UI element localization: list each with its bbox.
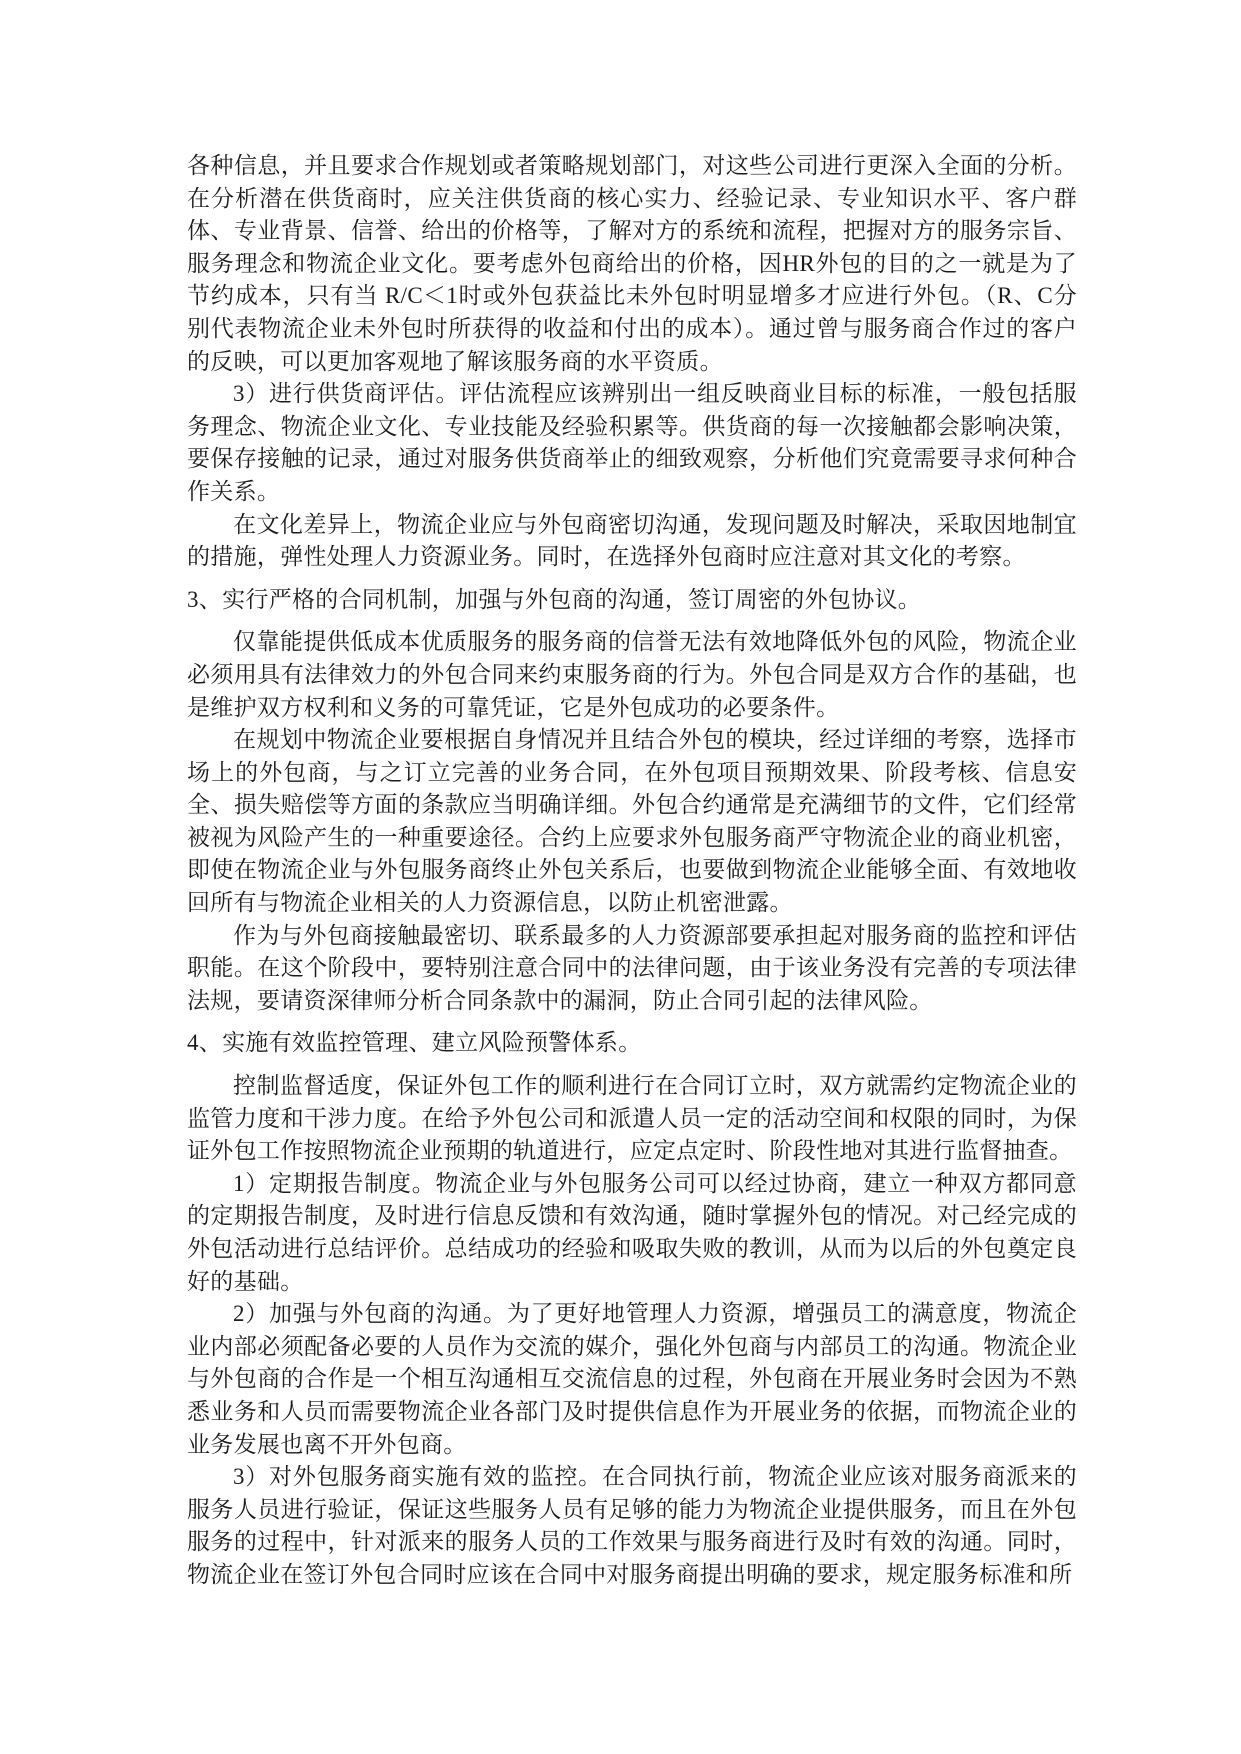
paragraph: 2）加强与外包商的沟通。为了更好地管理人力资源，增强员工的满意度，物流企业内部必须配备必要的人员作为交流的媒介，强化外包商与内部员工的沟通。物流企业与外包商的合作是一个相互沟通相互交流信息的过程，外包商在开展业务时会因为不熟悉业务和人员而需要物流企业各部门及时提供信息作为开展业务的依据，而物流企业的业务发展也离不开外包商。 xyxy=(187,1301,1077,1457)
paragraph: 3）进行供货商评估。评估流程应该辨别出一组反映商业目标的标准，一般包括服务理念、物流企业文化、专业技能及经验积累等。供货商的每一次接触都会影响决策，要保存接触的记录，通过对服务供货商举止的细致观察，分析他们究竟需要寻求何种合作关系。 xyxy=(187,381,1077,504)
paragraph: 各种信息，并且要求合作规划或者策略规划部门，对这些公司进行更深入全面的分析。在分析潜在供货商时，应关注供货商的核心实力、经验记录、专业知识水平、客户群体、专业背景、信誉、给出的价格等，了解对方的系统和流程，把握对方的服务宗旨、服务理念和物流企业文化。要考虑外包商给出的价格，因HR外包的目的之一就是为了节约成本，只有当 R/C＜1时或外包获益比未外包时明显增多才应进行外包。（R、C分别代表物流企业未外包时所获得的收益和付出的成本）。通过曾与服务商合作过的客户的反映，可以更加客观地了解该服务商的水平资质。 xyxy=(187,153,1077,374)
paragraph: 作为与外包商接触最密切、联系最多的人力资源部要承担起对服务商的监控和评估职能。在这个阶段中，要特别注意合同中的法律问题，由于该业务没有完善的专项法律法规，要请资深律师分析合同条款中的漏洞，防止合同引起的法律风险。 xyxy=(187,922,1077,1013)
paragraph: 控制监督适度，保证外包工作的顺利进行在合同订立时，双方就需约定物流企业的监管力度和干涉力度。在给予外包公司和派遣人员一定的活动空间和权限的同时，为保证外包工作按照物流企业预期的轨道进行，应定点定时、阶段性地对其进行监督抽查。 xyxy=(187,1073,1077,1164)
section-heading: 3、实行严格的合同机制，加强与外包商的沟通，签订周密的外包协议。 xyxy=(187,586,922,612)
paragraph: 3）对外包服务商实施有效的监控。在合同执行前，物流企业应该对服务商派来的服务人员进行验证，保证这些服务人员有足够的能力为物流企业提供服务，而且在外包服务的过程中，针对派来的服务人员的工作效果与服务商进行及时有效的沟通。同时，物流企业在签订外包合同时应该在合同中对服务商提出明确的要求，规定服务标准和所 xyxy=(187,1464,1077,1587)
section-heading: 4、实施有效监控管理、建立风险预警体系。 xyxy=(187,1030,642,1056)
document-body xyxy=(187,150,1077,1592)
paragraph: 1）定期报告制度。物流企业与外包服务公司可以经过协商，建立一种双方都同意的定期报告制度，及时进行信息反馈和有效沟通，随时掌握外包的情况。对己经完成的外包活动进行总结评价。总结成功的经验和吸取失败的教训，从而为以后的外包奠定良好的基础。 xyxy=(187,1170,1077,1294)
paragraph: 在文化差异上，物流企业应与外包商密切沟通，发现问题及时解决，采取因地制宜的措施，弹性处理人力资源业务。同时，在选择外包商时应注意对其文化的考察。 xyxy=(187,511,1077,570)
paragraph: 仅靠能提供低成本优质服务的服务商的信誉无法有效地降低外包的风险，物流企业必须用具有法律效力的外包合同来约束服务商的行为。外包合同是双方合作的基础，也是维护双方权利和义务的可靠凭证，它是外包成功的必要条件。 xyxy=(187,629,1077,720)
paragraph: 在规划中物流企业要根据自身情况并且结合外包的模块，经过详细的考察，选择市场上的外包商，与之订立完善的业务合同，在外包项目预期效果、阶段考核、信息安全、损失赔偿等方面的条款应当明确详细。外包合约通常是充满细节的文件，它们经常被视为风险产生的一种重要途径。合约上应要求外包服务商严守物流企业的商业机密，即使在物流企业与外包服务商终止外包关系后，也要做到物流企业能够全面、有效地收回所有与物流企业相关的人力资源信息，以防止机密泄露。 xyxy=(187,727,1077,916)
